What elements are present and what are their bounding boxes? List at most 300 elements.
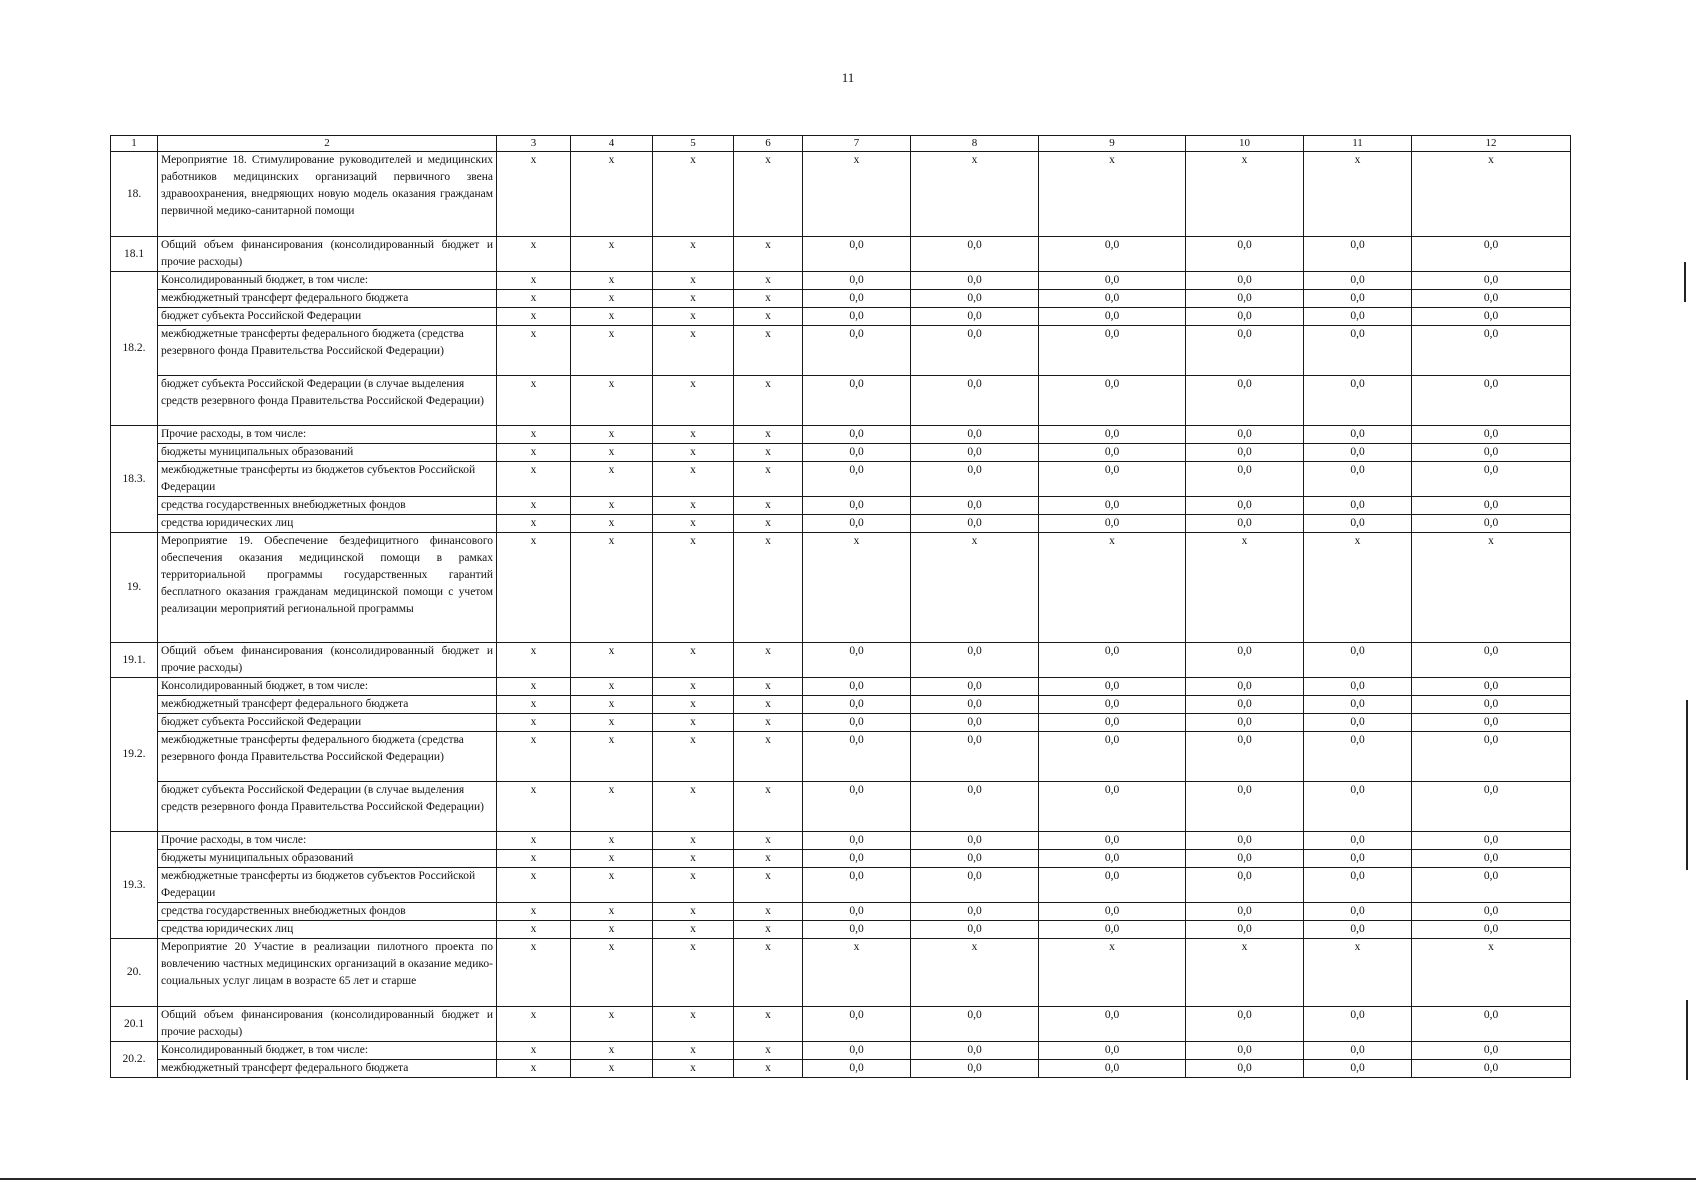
row-number: 19. xyxy=(111,533,158,643)
value-cell: x xyxy=(734,1060,803,1078)
value-cell: x xyxy=(1412,939,1571,1007)
value-cell: x xyxy=(1412,152,1571,237)
table-row xyxy=(111,444,1571,462)
value-cell: 0,0 xyxy=(1412,515,1571,533)
row-number: 19.1. xyxy=(111,643,158,678)
page-number: 11 xyxy=(841,70,855,85)
value-cell: 0,0 xyxy=(911,1060,1039,1078)
value-cell: x xyxy=(497,462,571,497)
value-cell: 0,0 xyxy=(803,1042,911,1060)
value-cell: 0,0 xyxy=(803,696,911,714)
value-cell: 0,0 xyxy=(1412,850,1571,868)
value-cell: 0,0 xyxy=(803,444,911,462)
value-cell: 0,0 xyxy=(911,732,1039,782)
table-row xyxy=(111,1007,1571,1042)
value-cell: x xyxy=(571,326,653,376)
value-cell: x xyxy=(734,462,803,497)
value-cell: 0,0 xyxy=(911,462,1039,497)
value-cell: x xyxy=(734,308,803,326)
value-cell: 0,0 xyxy=(1412,732,1571,782)
value-cell: x xyxy=(734,903,803,921)
value-cell: x xyxy=(571,237,653,272)
value-cell: 0,0 xyxy=(1039,497,1186,515)
value-cell: 0,0 xyxy=(1039,868,1186,903)
row-description: средства государственных внебюджетных фондов xyxy=(158,903,497,921)
value-cell: 0,0 xyxy=(1039,678,1186,696)
value-cell: 0,0 xyxy=(1186,732,1304,782)
value-cell: x xyxy=(497,678,571,696)
value-cell: 0,0 xyxy=(1186,903,1304,921)
value-cell: 0,0 xyxy=(803,714,911,732)
column-number: 4 xyxy=(571,136,653,152)
column-number: 5 xyxy=(653,136,734,152)
value-cell: x xyxy=(1039,533,1186,643)
value-cell: 0,0 xyxy=(1186,643,1304,678)
value-cell: 0,0 xyxy=(1412,1007,1571,1042)
value-cell: x xyxy=(497,832,571,850)
value-cell: 0,0 xyxy=(1304,678,1412,696)
value-cell: 0,0 xyxy=(1186,426,1304,444)
value-cell: 0,0 xyxy=(803,308,911,326)
value-cell: 0,0 xyxy=(1039,237,1186,272)
value-cell: x xyxy=(653,462,734,497)
value-cell: 0,0 xyxy=(1039,782,1186,832)
value-cell: 0,0 xyxy=(1039,326,1186,376)
value-cell: 0,0 xyxy=(1039,832,1186,850)
row-description: Консолидированный бюджет, в том числе: xyxy=(158,1042,497,1060)
value-cell: x xyxy=(571,782,653,832)
value-cell: x xyxy=(497,714,571,732)
value-cell: x xyxy=(497,290,571,308)
column-number-header-row xyxy=(111,136,1571,152)
column-number: 7 xyxy=(803,136,911,152)
value-cell: 0,0 xyxy=(803,903,911,921)
value-cell: 0,0 xyxy=(1186,462,1304,497)
table-row xyxy=(111,1060,1571,1078)
value-cell: x xyxy=(571,1007,653,1042)
table-row xyxy=(111,272,1571,290)
value-cell: x xyxy=(571,462,653,497)
value-cell: x xyxy=(571,272,653,290)
value-cell: x xyxy=(497,921,571,939)
scan-edge-mark xyxy=(1684,262,1686,302)
value-cell: 0,0 xyxy=(1412,678,1571,696)
value-cell: x xyxy=(1304,533,1412,643)
value-cell: x xyxy=(734,237,803,272)
value-cell: x xyxy=(734,696,803,714)
value-cell: x xyxy=(734,376,803,426)
value-cell: 0,0 xyxy=(1304,868,1412,903)
value-cell: 0,0 xyxy=(1412,696,1571,714)
value-cell: x xyxy=(734,868,803,903)
value-cell: 0,0 xyxy=(1186,308,1304,326)
value-cell: 0,0 xyxy=(1039,921,1186,939)
value-cell: 0,0 xyxy=(1304,903,1412,921)
row-description: межбюджетные трансферты федерального бюджета (средства резервного фонда Правительства Российской Федерации) xyxy=(158,326,497,376)
value-cell: x xyxy=(734,515,803,533)
value-cell: x xyxy=(571,497,653,515)
value-cell: x xyxy=(497,237,571,272)
value-cell: x xyxy=(734,1042,803,1060)
value-cell: 0,0 xyxy=(911,868,1039,903)
value-cell: 0,0 xyxy=(1039,462,1186,497)
row-number: 20. xyxy=(111,939,158,1007)
value-cell: 0,0 xyxy=(911,850,1039,868)
value-cell: 0,0 xyxy=(911,444,1039,462)
value-cell: 0,0 xyxy=(803,921,911,939)
value-cell: 0,0 xyxy=(1186,850,1304,868)
value-cell: x xyxy=(653,732,734,782)
value-cell: x xyxy=(1304,152,1412,237)
value-cell: 0,0 xyxy=(1304,515,1412,533)
value-cell: x xyxy=(734,533,803,643)
column-number: 6 xyxy=(734,136,803,152)
table-row xyxy=(111,903,1571,921)
row-number: 19.3. xyxy=(111,832,158,939)
value-cell: 0,0 xyxy=(1186,272,1304,290)
value-cell: x xyxy=(734,497,803,515)
column-number: 1 xyxy=(111,136,158,152)
value-cell: x xyxy=(734,732,803,782)
value-cell: 0,0 xyxy=(1186,921,1304,939)
value-cell: 0,0 xyxy=(1304,444,1412,462)
value-cell: x xyxy=(734,939,803,1007)
row-number: 18.2. xyxy=(111,272,158,426)
value-cell: x xyxy=(734,678,803,696)
value-cell: x xyxy=(734,326,803,376)
table-row xyxy=(111,678,1571,696)
value-cell: 0,0 xyxy=(911,782,1039,832)
value-cell: 0,0 xyxy=(1412,903,1571,921)
value-cell: 0,0 xyxy=(1039,850,1186,868)
value-cell: 0,0 xyxy=(1039,1007,1186,1042)
value-cell: x xyxy=(653,678,734,696)
value-cell: x xyxy=(1186,533,1304,643)
value-cell: x xyxy=(653,533,734,643)
row-description: межбюджетный трансферт федерального бюджета xyxy=(158,290,497,308)
column-number: 8 xyxy=(911,136,1039,152)
value-cell: 0,0 xyxy=(1186,515,1304,533)
value-cell: 0,0 xyxy=(1186,497,1304,515)
row-description: Общий объем финансирования (консолидированный бюджет и прочие расходы) xyxy=(158,237,497,272)
value-cell: x xyxy=(571,643,653,678)
row-description: средства государственных внебюджетных фондов xyxy=(158,497,497,515)
column-number: 3 xyxy=(497,136,571,152)
value-cell: x xyxy=(911,152,1039,237)
row-number: 18.3. xyxy=(111,426,158,533)
value-cell: 0,0 xyxy=(1039,903,1186,921)
value-cell: 0,0 xyxy=(1039,1042,1186,1060)
value-cell: x xyxy=(653,868,734,903)
value-cell: x xyxy=(911,939,1039,1007)
value-cell: x xyxy=(734,832,803,850)
value-cell: x xyxy=(571,376,653,426)
value-cell: x xyxy=(571,732,653,782)
value-cell: 0,0 xyxy=(1304,850,1412,868)
row-number: 20.2. xyxy=(111,1042,158,1078)
table-row xyxy=(111,643,1571,678)
value-cell: 0,0 xyxy=(1039,376,1186,426)
row-description: бюджет субъекта Российской Федерации xyxy=(158,308,497,326)
value-cell: x xyxy=(497,1042,571,1060)
value-cell: x xyxy=(571,515,653,533)
value-cell: 0,0 xyxy=(1186,290,1304,308)
value-cell: x xyxy=(653,1007,734,1042)
value-cell: x xyxy=(571,678,653,696)
value-cell: 0,0 xyxy=(911,426,1039,444)
value-cell: x xyxy=(497,1060,571,1078)
table-row xyxy=(111,462,1571,497)
value-cell: 0,0 xyxy=(911,497,1039,515)
value-cell: x xyxy=(497,426,571,444)
value-cell: 0,0 xyxy=(1039,696,1186,714)
value-cell: 0,0 xyxy=(1412,921,1571,939)
value-cell: 0,0 xyxy=(1412,832,1571,850)
value-cell: 0,0 xyxy=(803,426,911,444)
value-cell: x xyxy=(571,533,653,643)
value-cell: 0,0 xyxy=(1186,1007,1304,1042)
value-cell: x xyxy=(571,832,653,850)
scan-edge-mark xyxy=(1686,1000,1688,1080)
value-cell: 0,0 xyxy=(1412,1060,1571,1078)
value-cell: 0,0 xyxy=(911,1042,1039,1060)
value-cell: 0,0 xyxy=(911,272,1039,290)
value-cell: 0,0 xyxy=(1186,237,1304,272)
value-cell: 0,0 xyxy=(1412,643,1571,678)
value-cell: 0,0 xyxy=(1039,308,1186,326)
value-cell: x xyxy=(497,868,571,903)
value-cell: 0,0 xyxy=(803,515,911,533)
value-cell: x xyxy=(1039,152,1186,237)
value-cell: 0,0 xyxy=(803,643,911,678)
value-cell: x xyxy=(653,643,734,678)
value-cell: 0,0 xyxy=(911,326,1039,376)
value-cell: 0,0 xyxy=(803,376,911,426)
value-cell: x xyxy=(497,939,571,1007)
value-cell: x xyxy=(653,237,734,272)
row-description: межбюджетные трансферты из бюджетов субъектов Российской Федерации xyxy=(158,462,497,497)
value-cell: 0,0 xyxy=(1186,868,1304,903)
table-row xyxy=(111,152,1571,237)
value-cell: x xyxy=(653,515,734,533)
value-cell: 0,0 xyxy=(1186,782,1304,832)
value-cell: 0,0 xyxy=(1412,426,1571,444)
value-cell: 0,0 xyxy=(1186,696,1304,714)
value-cell: x xyxy=(1186,152,1304,237)
value-cell: 0,0 xyxy=(1412,497,1571,515)
column-number: 9 xyxy=(1039,136,1186,152)
value-cell: 0,0 xyxy=(1412,308,1571,326)
value-cell: 0,0 xyxy=(803,832,911,850)
value-cell: 0,0 xyxy=(1039,643,1186,678)
row-description: Мероприятие 20 Участие в реализации пилотного проекта по вовлечению частных медицинских организаций в оказание медико-социальных услуг лицам в возрасте 65 лет и старше xyxy=(158,939,497,1007)
value-cell: 0,0 xyxy=(803,272,911,290)
value-cell: 0,0 xyxy=(1304,732,1412,782)
value-cell: 0,0 xyxy=(1304,272,1412,290)
value-cell: 0,0 xyxy=(1186,1060,1304,1078)
value-cell: x xyxy=(571,696,653,714)
value-cell: 0,0 xyxy=(1304,782,1412,832)
value-cell: x xyxy=(497,515,571,533)
row-description: бюджет субъекта Российской Федерации (в случае выделения средств резервного фонда Правительства Российской Федерации) xyxy=(158,376,497,426)
table-row xyxy=(111,921,1571,939)
value-cell: x xyxy=(734,152,803,237)
value-cell: 0,0 xyxy=(1304,1007,1412,1042)
value-cell: x xyxy=(653,850,734,868)
row-description: межбюджетные трансферты федерального бюджета (средства резервного фонда Правительства Российской Федерации) xyxy=(158,732,497,782)
value-cell: x xyxy=(497,272,571,290)
value-cell: 0,0 xyxy=(1304,426,1412,444)
value-cell: 0,0 xyxy=(1412,1042,1571,1060)
row-number: 19.2. xyxy=(111,678,158,832)
row-number: 18.1 xyxy=(111,237,158,272)
table-row xyxy=(111,782,1571,832)
value-cell: x xyxy=(653,426,734,444)
value-cell: x xyxy=(497,643,571,678)
value-cell: 0,0 xyxy=(1304,696,1412,714)
value-cell: 0,0 xyxy=(911,832,1039,850)
value-cell: x xyxy=(497,850,571,868)
row-description: Прочие расходы, в том числе: xyxy=(158,426,497,444)
value-cell: 0,0 xyxy=(1039,515,1186,533)
value-cell: x xyxy=(653,444,734,462)
value-cell: 0,0 xyxy=(911,237,1039,272)
table-row xyxy=(111,696,1571,714)
column-number: 10 xyxy=(1186,136,1304,152)
table-body xyxy=(111,136,1571,1078)
value-cell: x xyxy=(803,152,911,237)
table-row xyxy=(111,326,1571,376)
value-cell: x xyxy=(653,832,734,850)
value-cell: x xyxy=(571,868,653,903)
value-cell: 0,0 xyxy=(1039,732,1186,782)
value-cell: x xyxy=(497,782,571,832)
row-description: бюджеты муниципальных образований xyxy=(158,850,497,868)
table-row xyxy=(111,1042,1571,1060)
value-cell: 0,0 xyxy=(911,714,1039,732)
value-cell: x xyxy=(571,939,653,1007)
value-cell: 0,0 xyxy=(1412,290,1571,308)
value-cell: 0,0 xyxy=(1186,326,1304,376)
value-cell: 0,0 xyxy=(803,290,911,308)
value-cell: 0,0 xyxy=(803,462,911,497)
value-cell: 0,0 xyxy=(911,515,1039,533)
value-cell: 0,0 xyxy=(803,732,911,782)
value-cell: x xyxy=(734,444,803,462)
value-cell: x xyxy=(653,152,734,237)
value-cell: 0,0 xyxy=(1304,308,1412,326)
table-row xyxy=(111,533,1571,643)
value-cell: x xyxy=(497,732,571,782)
value-cell: x xyxy=(734,1007,803,1042)
value-cell: 0,0 xyxy=(803,1007,911,1042)
value-cell: x xyxy=(734,921,803,939)
value-cell: 0,0 xyxy=(1412,714,1571,732)
table-row xyxy=(111,939,1571,1007)
value-cell: x xyxy=(653,1060,734,1078)
value-cell: x xyxy=(734,426,803,444)
value-cell: 0,0 xyxy=(1039,272,1186,290)
value-cell: x xyxy=(734,272,803,290)
value-cell: x xyxy=(803,533,911,643)
value-cell: x xyxy=(1304,939,1412,1007)
value-cell: x xyxy=(571,850,653,868)
value-cell: 0,0 xyxy=(911,903,1039,921)
table-row xyxy=(111,237,1571,272)
value-cell: x xyxy=(571,921,653,939)
value-cell: 0,0 xyxy=(1412,272,1571,290)
value-cell: x xyxy=(571,1042,653,1060)
value-cell: 0,0 xyxy=(1186,678,1304,696)
value-cell: x xyxy=(571,714,653,732)
value-cell: x xyxy=(571,1060,653,1078)
value-cell: 0,0 xyxy=(803,868,911,903)
column-number: 11 xyxy=(1304,136,1412,152)
value-cell: 0,0 xyxy=(1412,462,1571,497)
value-cell: x xyxy=(571,903,653,921)
value-cell: 0,0 xyxy=(1304,832,1412,850)
row-description: межбюджетные трансферты из бюджетов субъектов Российской Федерации xyxy=(158,868,497,903)
value-cell: 0,0 xyxy=(1304,376,1412,426)
value-cell: x xyxy=(497,326,571,376)
table-row xyxy=(111,714,1571,732)
value-cell: x xyxy=(653,326,734,376)
value-cell: 0,0 xyxy=(1412,868,1571,903)
row-description: бюджет субъекта Российской Федерации (в случае выделения средств резервного фонда Правительства Российской Федерации) xyxy=(158,782,497,832)
value-cell: x xyxy=(497,444,571,462)
value-cell: x xyxy=(571,426,653,444)
table-row xyxy=(111,376,1571,426)
row-number: 18. xyxy=(111,152,158,237)
row-description: Прочие расходы, в том числе: xyxy=(158,832,497,850)
value-cell: 0,0 xyxy=(911,643,1039,678)
value-cell: 0,0 xyxy=(1304,921,1412,939)
value-cell: x xyxy=(497,1007,571,1042)
table-row xyxy=(111,290,1571,308)
value-cell: 0,0 xyxy=(1412,326,1571,376)
row-description: Общий объем финансирования (консолидированный бюджет и прочие расходы) xyxy=(158,1007,497,1042)
table-row xyxy=(111,497,1571,515)
value-cell: x xyxy=(497,308,571,326)
value-cell: 0,0 xyxy=(911,678,1039,696)
value-cell: x xyxy=(1039,939,1186,1007)
value-cell: x xyxy=(803,939,911,1007)
value-cell: x xyxy=(1186,939,1304,1007)
value-cell: 0,0 xyxy=(1304,237,1412,272)
value-cell: x xyxy=(497,376,571,426)
value-cell: x xyxy=(653,782,734,832)
value-cell: 0,0 xyxy=(1186,376,1304,426)
value-cell: 0,0 xyxy=(1304,1060,1412,1078)
value-cell: x xyxy=(734,782,803,832)
value-cell: x xyxy=(734,714,803,732)
value-cell: 0,0 xyxy=(911,308,1039,326)
row-description: средства юридических лиц xyxy=(158,921,497,939)
value-cell: x xyxy=(497,152,571,237)
table-row xyxy=(111,832,1571,850)
value-cell: x xyxy=(653,376,734,426)
table-row xyxy=(111,515,1571,533)
value-cell: 0,0 xyxy=(803,497,911,515)
value-cell: 0,0 xyxy=(803,1060,911,1078)
table-row xyxy=(111,308,1571,326)
value-cell: 0,0 xyxy=(1304,462,1412,497)
value-cell: 0,0 xyxy=(803,782,911,832)
value-cell: x xyxy=(571,444,653,462)
table-row xyxy=(111,426,1571,444)
value-cell: x xyxy=(571,308,653,326)
column-number: 12 xyxy=(1412,136,1571,152)
